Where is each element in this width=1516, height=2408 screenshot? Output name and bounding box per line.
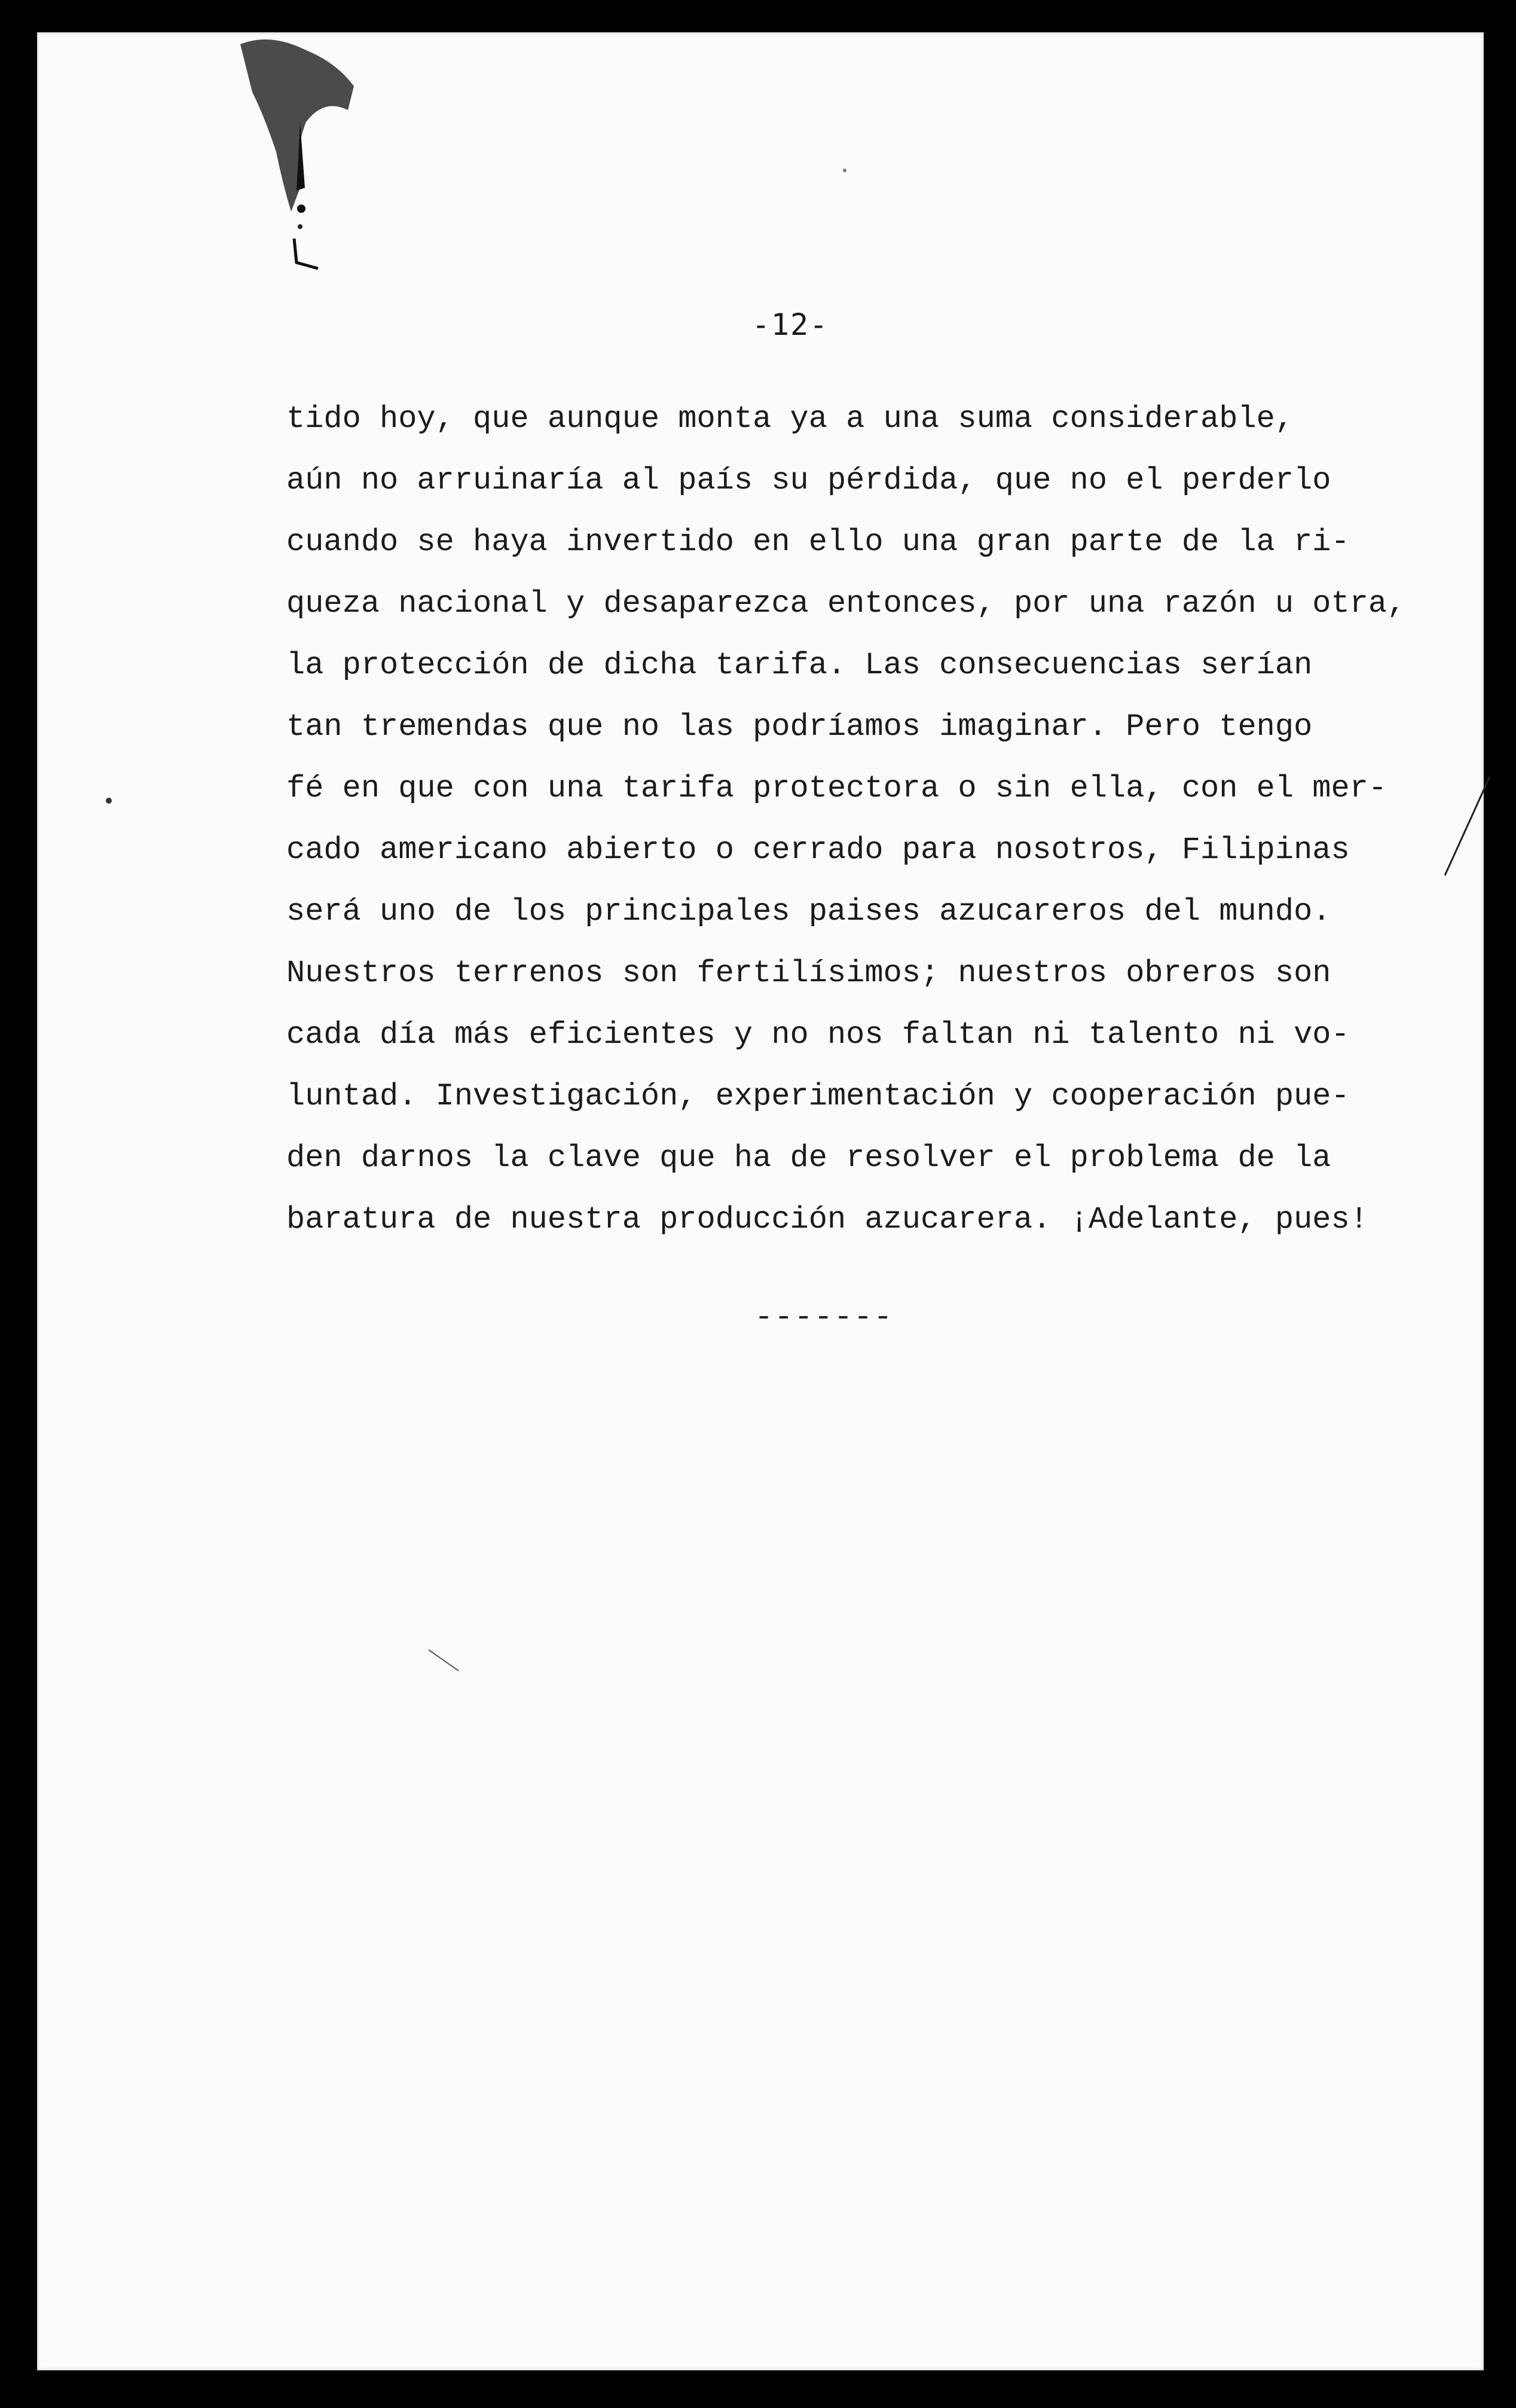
stray-dot (106, 798, 112, 804)
text-line: luntad. Investigación, experimentación y cooperación pue- (286, 1079, 1350, 1114)
body-text (286, 388, 1422, 1250)
ink-smudge (234, 32, 372, 271)
edge-pencil-mark (1436, 774, 1496, 881)
text-line: tan tremendas que no las podríamos imaginar. Pero tengo (286, 709, 1313, 744)
text-line: queza nacional y desaparezca entonces, por una razón u otra, (286, 586, 1406, 621)
text-line: cuando se haya invertido en ello una gran parte de la ri- (286, 524, 1350, 560)
text-line: aún no arruinaría al país su pérdida, que no el perderlo (286, 463, 1331, 498)
text-line: será uno de los principales paises azucareros del mundo. (286, 894, 1331, 929)
text-line: cada día más eficientes y no nos faltan ni talento ni vo- (286, 1017, 1350, 1052)
document-page (37, 32, 1484, 2370)
page-number: -12- (751, 307, 829, 342)
end-mark: ------- (754, 1300, 894, 1335)
stray-pencil-tick (426, 1647, 461, 1677)
text-line: cado americano abierto o cerrado para nosotros, Filipinas (286, 832, 1350, 868)
text-line: Nuestros terrenos son fertilísimos; nuestros obreros son (286, 956, 1331, 991)
text-line: baratura de nuestra producción azucarera. ¡Adelante, pues! (286, 1202, 1368, 1237)
text-line: la protección de dicha tarifa. Las consecuencias serían (286, 648, 1313, 683)
text-line: tido hoy, que aunque monta ya a una suma considerable, (286, 401, 1294, 437)
text-line: den darnos la clave que ha de resolver el problema de la (286, 1140, 1331, 1176)
stray-dot (843, 169, 846, 172)
text-line: fé en que con una tarifa protectora o sin ella, con el mer- (286, 771, 1387, 806)
